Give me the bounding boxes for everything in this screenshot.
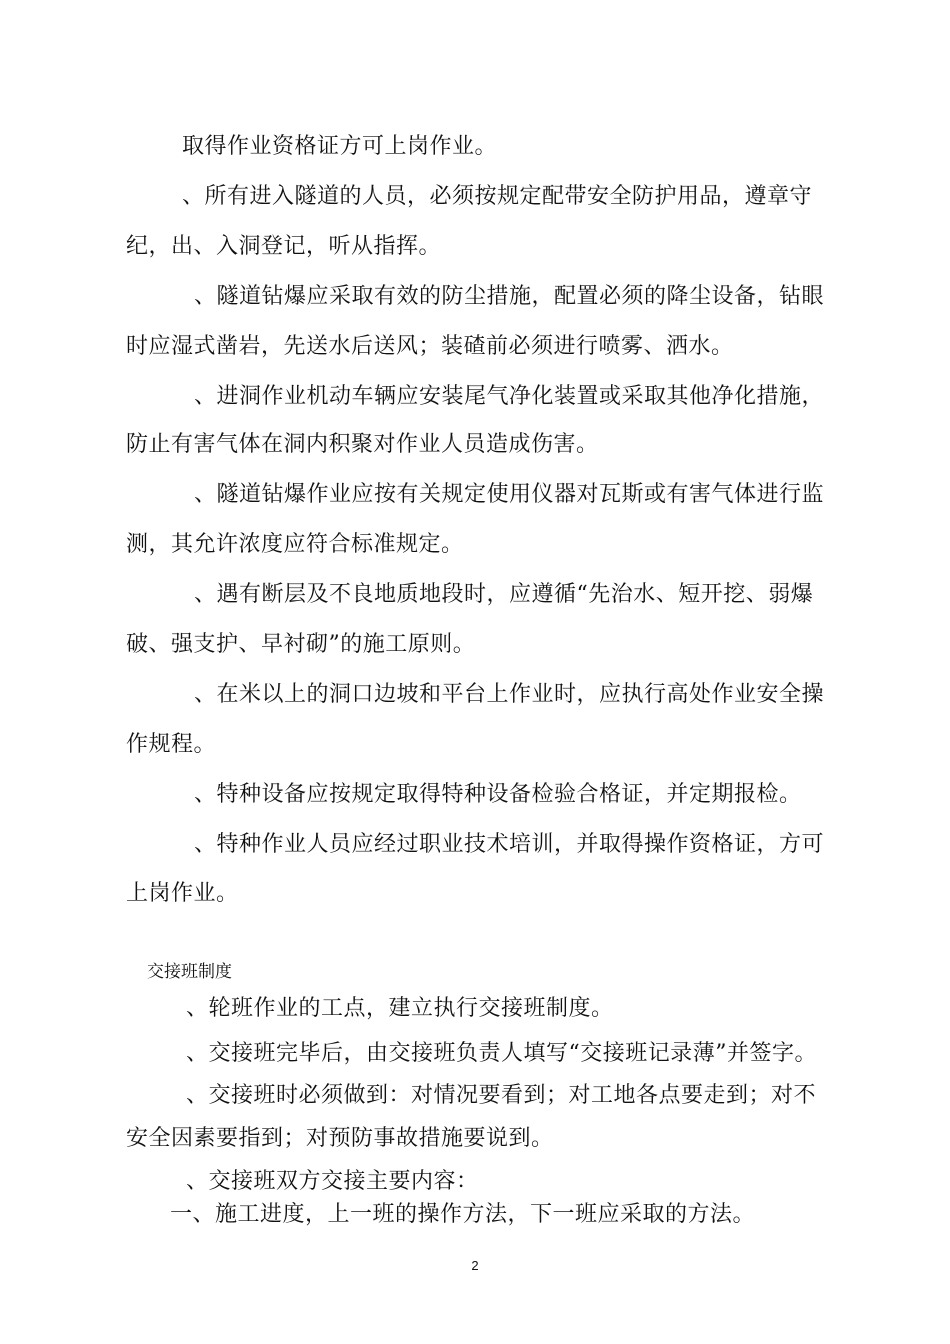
- text-line: 破、强支护、早衬砌”的施工原则。: [126, 632, 476, 657]
- text-line: 、交接班时必须做到：对情况要看到；对工地各点要走到；对不: [186, 1083, 817, 1108]
- text-line: 一、施工进度，上一班的操作方法，下一班应采取的方法。: [170, 1202, 756, 1227]
- text-line: 作规程。: [126, 732, 217, 757]
- text-line: 安全因素要指到；对预防事故措施要说到。: [126, 1126, 554, 1151]
- text-line: 、轮班作业的工点，建立执行交接班制度。: [186, 996, 614, 1021]
- text-line: 、交接班完毕后，由交接班负责人填写“交接班记录薄”并签字。: [186, 1041, 817, 1066]
- text-line: 取得作业资格证方可上岗作业。: [182, 134, 498, 159]
- text-line: 上岗作业。: [126, 881, 239, 906]
- section-heading: 交接班制度: [147, 962, 232, 982]
- text-line: 、特种作业人员应经过职业技术培训，并取得操作资格证，方可: [194, 832, 825, 857]
- text-line: 、特种设备应按规定取得特种设备检验合格证，并定期报检。: [194, 782, 802, 807]
- text-line: 防止有害气体在洞内积聚对作业人员造成伤害。: [126, 432, 599, 457]
- text-line: 、交接班双方交接主要内容：: [186, 1169, 479, 1194]
- text-line: 、所有进入隧道的人员，必须按规定配带安全防护用品，遵章守: [182, 184, 813, 209]
- text-line: 、在米以上的洞口边坡和平台上作业时，应执行高处作业安全操: [194, 682, 825, 707]
- text-line: 纪，出、入洞登记，听从指挥。: [126, 234, 442, 259]
- text-line: 测，其允许浓度应符合标准规定。: [126, 532, 464, 557]
- text-line: 、遇有断层及不良地质地段时，应遵循“先治水、短开挖、弱爆: [194, 582, 814, 607]
- text-line: 、隧道钻爆应采取有效的防尘措施，配置必须的降尘设备，钻眼: [194, 284, 825, 309]
- text-line: 时应湿式凿岩，先送水后送风；装碴前必须进行喷雾、洒水。: [126, 334, 734, 359]
- text-line: 、进洞作业机动车辆应安装尾气净化装置或采取其他净化措施，: [194, 384, 825, 409]
- text-line: 、隧道钻爆作业应按有关规定使用仪器对瓦斯或有害气体进行监: [194, 482, 825, 507]
- page-number: 2: [471, 1258, 479, 1273]
